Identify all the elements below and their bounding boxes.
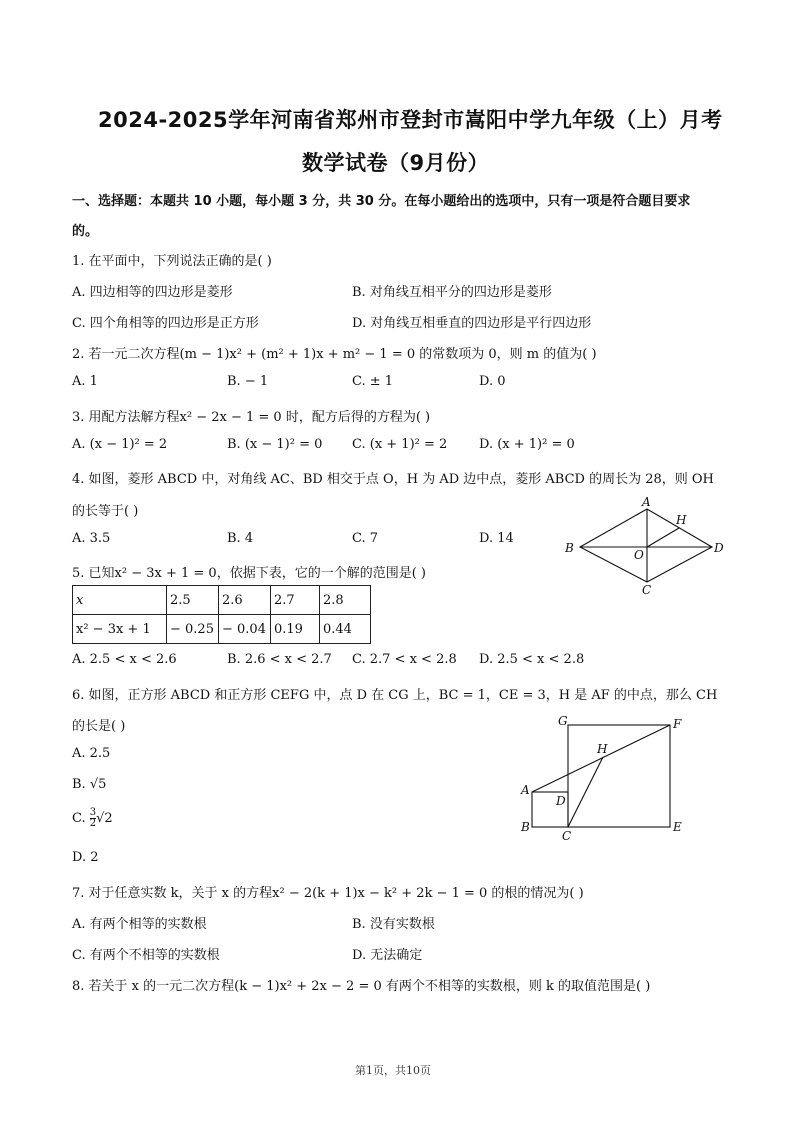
question-5-option-b: B. 2.6 < x < 2.7 <box>227 652 332 667</box>
rhombus-label-d: D <box>714 541 724 555</box>
table-cell: 2.7 <box>271 586 320 615</box>
page-footer: 第1页，共10页 <box>355 1064 431 1077</box>
question-1-option-c: C. 四个角相等的四边形是正方形 <box>72 316 259 331</box>
question-3-option-b: B. (x − 1)² = 0 <box>227 437 323 452</box>
table-row <box>73 615 371 644</box>
question-4-option-c: C. 7 <box>352 531 379 546</box>
section-heading: 一、选择题：本题共 10 小题，每小题 3 分，共 30 分。在每小题给出的选项中，只有一项是符合题目要求 <box>72 194 691 209</box>
question-2-option-b: B. − 1 <box>227 374 269 389</box>
value-table <box>72 585 371 644</box>
question-4-option-d: D. 14 <box>479 531 514 546</box>
question-6-stem-cont: 的长是( ) <box>72 719 126 734</box>
squares-label-f: F <box>673 717 682 731</box>
squares-label-e: E <box>673 820 682 834</box>
title-line-2: 数学试卷（9月份） <box>302 151 490 175</box>
rhombus-figure <box>560 495 730 600</box>
fraction-denominator: 2 <box>89 818 97 829</box>
question-7-option-a: A. 有两个相等的实数根 <box>72 917 207 932</box>
rhombus-label-b: B <box>565 541 574 555</box>
question-4-option-b: B. 4 <box>227 531 254 546</box>
table-cell: − 0.25 <box>167 615 219 644</box>
question-6-option-d: D. 2 <box>72 850 99 865</box>
question-7-option-c: C. 有两个不相等的实数根 <box>72 948 220 963</box>
squares-figure <box>515 712 695 842</box>
question-2-option-a: A. 1 <box>72 374 98 389</box>
question-5-option-d: D. 2.5 < x < 2.8 <box>479 652 585 667</box>
table-cell: 0.19 <box>271 615 320 644</box>
table-cell: 0.44 <box>320 615 371 644</box>
squares-label-g: G <box>558 714 568 728</box>
fraction-numerator: 3 <box>89 807 97 818</box>
rhombus-label-a: A <box>642 495 651 509</box>
question-1-option-a: A. 四边相等的四边形是菱形 <box>72 285 233 300</box>
rhombus-label-o: O <box>634 548 644 562</box>
question-4-stem-cont: 的长等于( ) <box>72 504 139 519</box>
question-3-stem: 3. 用配方法解方程x² − 2x − 1 = 0 时，配方后得的方程为( ) <box>72 410 431 425</box>
question-2-option-c: C. ± 1 <box>352 374 394 389</box>
question-3-option-d: D. (x + 1)² = 0 <box>479 437 575 452</box>
squares-label-h: H <box>597 742 608 756</box>
question-6-option-c <box>72 808 113 829</box>
question-4-stem: 4. 如图，菱形 ABCD 中，对角线 AC、BD 相交于点 O，H 为 AD 边中点，菱形 ABCD 的周长为 28，则 OH <box>72 472 714 487</box>
table-cell: − 0.04 <box>219 615 271 644</box>
squares-label-a: A <box>521 783 530 797</box>
table-row <box>73 586 371 615</box>
table-cell: 2.8 <box>320 586 371 615</box>
table-cell: 2.5 <box>167 586 219 615</box>
table-cell: 2.6 <box>219 586 271 615</box>
question-6-stem: 6. 如图，正方形 ABCD 和正方形 CEFG 中，点 D 在 CG 上，BC = 1，CE = 3，H 是 AF 的中点，那么 CH <box>72 688 718 703</box>
question-5-option-c: C. 2.7 < x < 2.8 <box>352 652 457 667</box>
question-7-option-d: D. 无法确定 <box>352 948 423 963</box>
question-1-option-d: D. 对角线互相垂直的四边形是平行四边形 <box>352 316 592 331</box>
question-7-option-b: B. 没有实数根 <box>352 917 435 932</box>
question-3-option-a: A. (x − 1)² = 2 <box>72 437 168 452</box>
section-heading-cont: 的。 <box>72 224 99 239</box>
rhombus-label-h: H <box>676 513 687 527</box>
option-c-prefix: C. <box>72 811 90 826</box>
squares-label-d: D <box>556 794 566 808</box>
question-5-stem: 5. 已知x² − 3x + 1 = 0，依据下表，它的一个解的范围是( ) <box>72 566 426 581</box>
question-1-stem: 1. 在平面中，下列说法正确的是( ) <box>72 254 272 269</box>
table-cell: x² − 3x + 1 <box>73 615 167 644</box>
squares-label-b: B <box>521 820 530 834</box>
option-b-prefix: B. <box>72 777 90 792</box>
question-8-stem: 8. 若关于 x 的一元二次方程(k − 1)x² + 2x − 2 = 0 有两个不相等的实数根，则 k 的取值范围是( ) <box>72 979 651 994</box>
squares-label-c: C <box>562 829 572 842</box>
rhombus-label-c: C <box>642 583 652 597</box>
question-7-stem: 7. 对于任意实数 k，关于 x 的方程x² − 2(k + 1)x − k² + 2k − 1 = 0 的根的情况为( ) <box>72 886 584 901</box>
question-4-option-a: A. 3.5 <box>72 531 111 546</box>
question-5-option-a: A. 2.5 < x < 2.6 <box>72 652 177 667</box>
option-b-value: √5 <box>89 777 107 792</box>
question-2-option-d: D. 0 <box>479 374 506 389</box>
question-1-option-b: B. 对角线互相平分的四边形是菱形 <box>352 285 552 300</box>
question-6-option-b <box>72 777 106 792</box>
question-2-stem: 2. 若一元二次方程(m − 1)x² + (m² + 1)x + m² − 1 = 0 的常数项为 0，则 m 的值为( ) <box>72 347 597 362</box>
question-3-option-c: C. (x + 1)² = 2 <box>352 437 448 452</box>
title-line-1: 2024-2025学年河南省郑州市登封市嵩阳中学九年级（上）月考 <box>98 108 723 132</box>
question-6-option-a: A. 2.5 <box>72 746 111 761</box>
option-c-tail: √2 <box>96 811 113 826</box>
table-cell: x <box>73 586 167 615</box>
